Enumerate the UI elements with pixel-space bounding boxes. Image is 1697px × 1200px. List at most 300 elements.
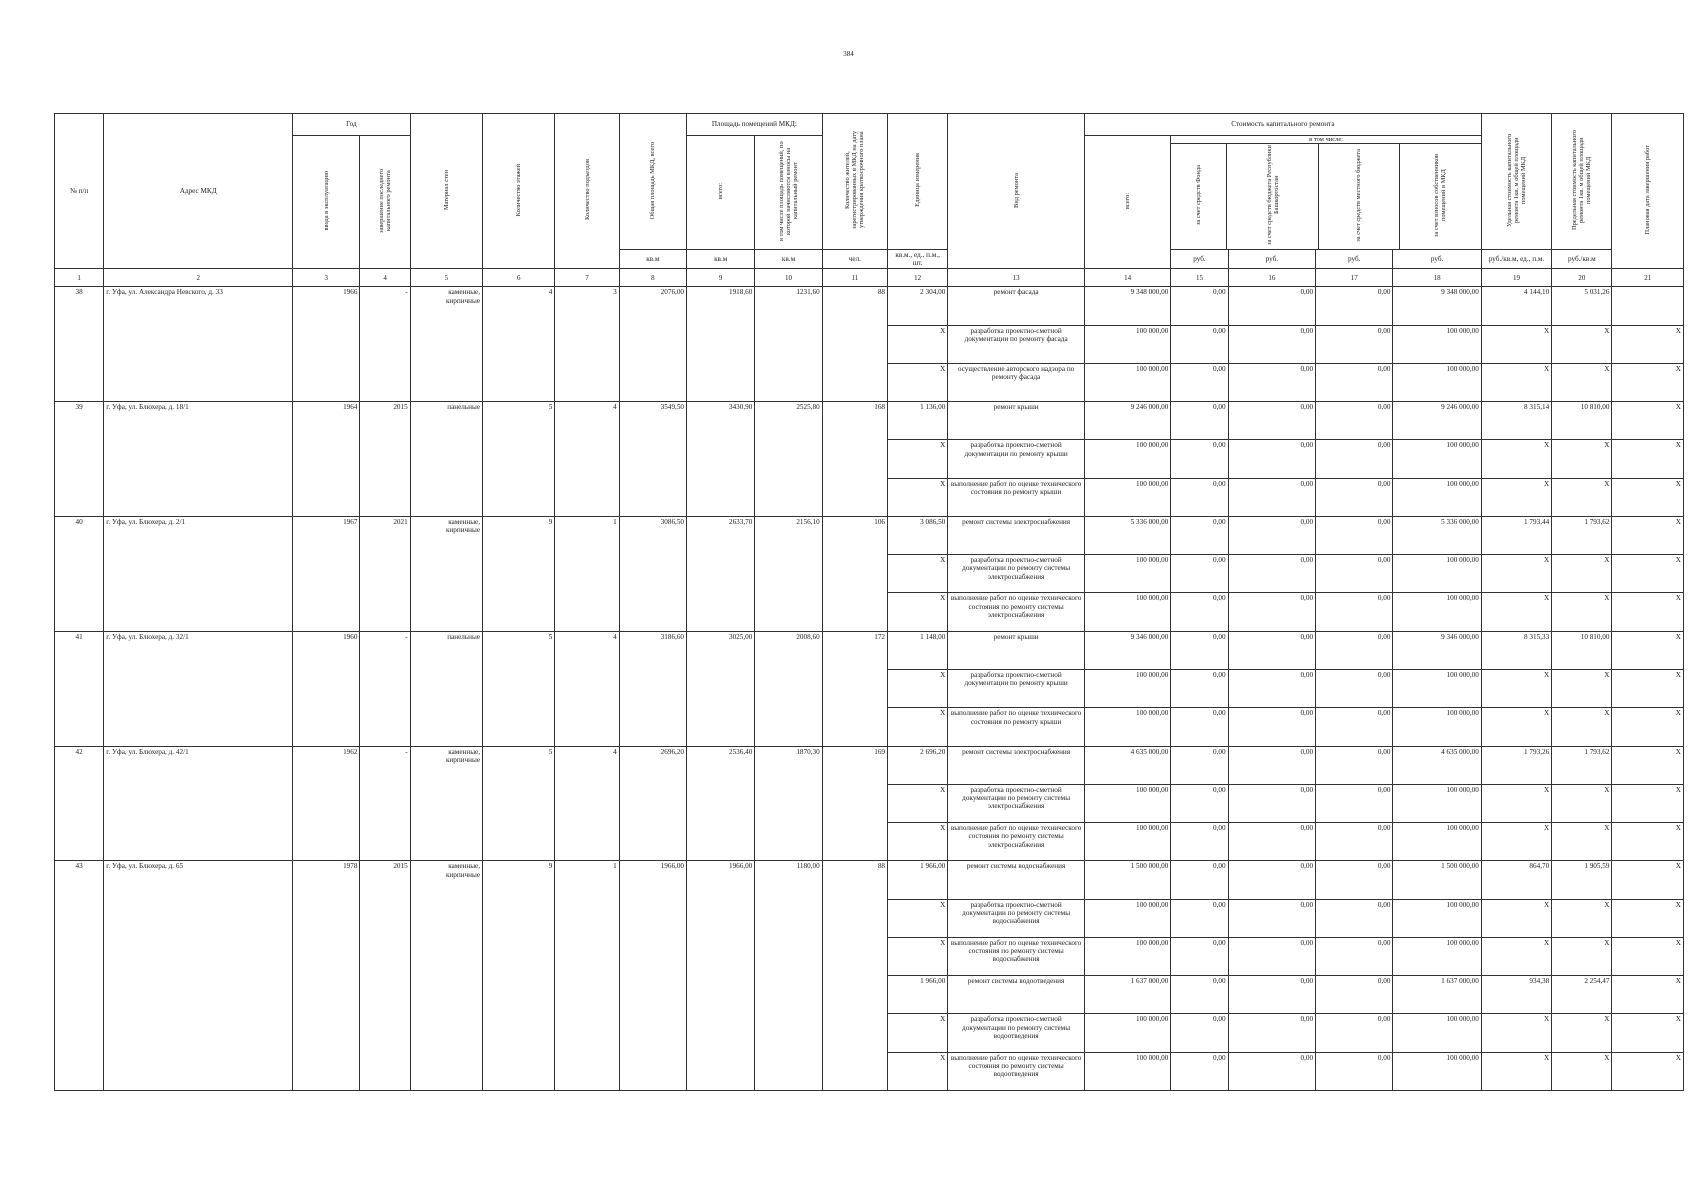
work-specific-cost: 864,70 bbox=[1481, 861, 1551, 899]
row-total-area: 3186,60 bbox=[619, 631, 686, 746]
work-cost-local: 0,00 bbox=[1316, 784, 1393, 822]
work-cost-republic: 0,00 bbox=[1228, 899, 1315, 937]
work-cost-republic: 0,00 bbox=[1228, 440, 1315, 478]
row-total-area: 1966,00 bbox=[619, 861, 686, 1091]
work-end-date: X bbox=[1612, 1052, 1684, 1090]
col-num-19: 19 bbox=[1481, 269, 1551, 287]
work-cost-local: 0,00 bbox=[1316, 669, 1393, 707]
work-cost-local: 0,00 bbox=[1316, 746, 1393, 784]
row-address: г. Уфа, ул. Александра Невского, д. 33 bbox=[104, 287, 293, 402]
col-num-18: 18 bbox=[1393, 269, 1481, 287]
row-residents: 106 bbox=[822, 516, 887, 631]
work-cost-republic: 0,00 bbox=[1228, 784, 1315, 822]
work-max-cost: 1 793,62 bbox=[1552, 516, 1612, 554]
row-entrances: 4 bbox=[555, 746, 619, 861]
work-cost-republic: 0,00 bbox=[1228, 746, 1315, 784]
work-cost-republic: 0,00 bbox=[1228, 937, 1315, 975]
work-specific-cost: 8 315,14 bbox=[1481, 402, 1551, 440]
work-cost-republic: 0,00 bbox=[1228, 516, 1315, 554]
work-cost-owners: 100 000,00 bbox=[1393, 708, 1481, 746]
row-address: г. Уфа, ул. Блюхера, д. 18/1 bbox=[104, 402, 293, 517]
work-cost-owners: 100 000,00 bbox=[1393, 325, 1481, 363]
work-max-cost: 1 793,62 bbox=[1552, 746, 1612, 784]
work-specific-cost: X bbox=[1481, 325, 1551, 363]
unit-cost-local: руб. bbox=[1316, 249, 1393, 269]
work-cost-local: 0,00 bbox=[1316, 1052, 1393, 1090]
work-specific-cost: X bbox=[1481, 363, 1551, 401]
work-max-cost: X bbox=[1552, 899, 1612, 937]
header-entrances: Количество подъездов bbox=[555, 114, 619, 269]
work-cost-total: 100 000,00 bbox=[1084, 478, 1170, 516]
col-num-20: 20 bbox=[1552, 269, 1612, 287]
work-cost-total: 9 346 000,00 bbox=[1084, 631, 1170, 669]
unit-specific-cost: руб./кв.м, ед., п.м. bbox=[1481, 249, 1551, 269]
col-num-5: 5 bbox=[410, 269, 482, 287]
header-unit-measure: Единица измерения bbox=[888, 114, 948, 250]
work-cost-owners: 100 000,00 bbox=[1393, 823, 1481, 861]
work-cost-local: 0,00 bbox=[1316, 516, 1393, 554]
work-specific-cost: X bbox=[1481, 593, 1551, 631]
work-cost-owners: 100 000,00 bbox=[1393, 363, 1481, 401]
row-year-commission: 1964 bbox=[293, 402, 360, 517]
work-quantity: X bbox=[888, 823, 948, 861]
work-type: выполнение работ по оценке технического состояния по ремонту крыши bbox=[948, 478, 1085, 516]
unit-total-area: кв.м bbox=[619, 249, 686, 269]
work-max-cost: X bbox=[1552, 440, 1612, 478]
work-cost-fund: 0,00 bbox=[1171, 402, 1228, 440]
work-cost-fund: 0,00 bbox=[1171, 287, 1228, 325]
work-cost-republic: 0,00 bbox=[1228, 823, 1315, 861]
row-wall-material: панельные bbox=[410, 631, 482, 746]
header-incl: в том числе: bbox=[1171, 136, 1481, 144]
row-floors: 5 bbox=[483, 402, 555, 517]
row-residents: 168 bbox=[822, 402, 887, 517]
row-floors: 5 bbox=[483, 631, 555, 746]
work-cost-republic: 0,00 bbox=[1228, 325, 1315, 363]
work-cost-fund: 0,00 bbox=[1171, 784, 1228, 822]
work-quantity: X bbox=[888, 478, 948, 516]
work-cost-local: 0,00 bbox=[1316, 478, 1393, 516]
header-num: № п/п bbox=[55, 114, 104, 269]
row-residents: 172 bbox=[822, 631, 887, 746]
work-cost-total: 100 000,00 bbox=[1084, 937, 1170, 975]
work-cost-total: 100 000,00 bbox=[1084, 1014, 1170, 1052]
header-incl-subtable bbox=[1171, 144, 1481, 248]
work-type: разработка проектно-сметной документации по ремонту фасада bbox=[948, 325, 1085, 363]
work-cost-fund: 0,00 bbox=[1171, 440, 1228, 478]
work-end-date: X bbox=[1612, 861, 1684, 899]
work-type: выполнение работ по оценке технического состояния по ремонту системы электроснабжения bbox=[948, 593, 1085, 631]
header-premises-group: Площадь помещений МКД: bbox=[687, 114, 823, 136]
work-cost-local: 0,00 bbox=[1316, 287, 1393, 325]
work-type: выполнение работ по оценке технического состояния по ремонту системы водоотведения bbox=[948, 1052, 1085, 1090]
col-num-15: 15 bbox=[1171, 269, 1228, 287]
header-year-commission: ввода в эксплуатацию bbox=[293, 136, 360, 269]
work-max-cost: X bbox=[1552, 669, 1612, 707]
work-end-date: X bbox=[1612, 784, 1684, 822]
work-cost-fund: 0,00 bbox=[1171, 555, 1228, 593]
work-type: ремонт системы водоснабжения bbox=[948, 861, 1085, 899]
work-cost-total: 100 000,00 bbox=[1084, 669, 1170, 707]
work-end-date: X bbox=[1612, 516, 1684, 554]
header-cost-republic: за счет средств бюджета Республики Башкортостан bbox=[1227, 144, 1319, 248]
row-floors: 5 bbox=[483, 746, 555, 861]
unit-cost-owners: руб. bbox=[1393, 249, 1481, 269]
row-wall-material: каменные, кирпичные bbox=[410, 516, 482, 631]
row-residents: 88 bbox=[822, 861, 887, 1091]
work-type: разработка проектно-сметной документации по ремонту системы электроснабжения bbox=[948, 784, 1085, 822]
header-year-group: Год bbox=[293, 114, 411, 136]
work-specific-cost: X bbox=[1481, 708, 1551, 746]
work-cost-owners: 100 000,00 bbox=[1393, 1052, 1481, 1090]
work-end-date: X bbox=[1612, 325, 1684, 363]
work-max-cost: X bbox=[1552, 708, 1612, 746]
col-num-17: 17 bbox=[1316, 269, 1393, 287]
col-num-7: 7 bbox=[555, 269, 619, 287]
work-specific-cost: X bbox=[1481, 937, 1551, 975]
row-entrances: 4 bbox=[555, 631, 619, 746]
row-number: 40 bbox=[55, 516, 104, 631]
row-floors: 4 bbox=[483, 287, 555, 402]
work-cost-fund: 0,00 bbox=[1171, 976, 1228, 1014]
work-cost-owners: 9 346 000,00 bbox=[1393, 631, 1481, 669]
header-cost-owners: за счет взносов собственников помещений в МКД bbox=[1433, 153, 1448, 237]
unit-premises-incl: кв.м bbox=[755, 249, 822, 269]
header-cost-total: всего: bbox=[1084, 136, 1170, 269]
col-num-4: 4 bbox=[360, 269, 410, 287]
work-cost-total: 100 000,00 bbox=[1084, 325, 1170, 363]
work-quantity: 1 966,00 bbox=[888, 861, 948, 899]
unit-residents: чел. bbox=[822, 249, 887, 269]
work-max-cost: 1 905,59 bbox=[1552, 861, 1612, 899]
row-year-commission: 1966 bbox=[293, 287, 360, 402]
col-num-21: 21 bbox=[1612, 269, 1684, 287]
work-specific-cost: X bbox=[1481, 899, 1551, 937]
work-max-cost: X bbox=[1552, 823, 1612, 861]
work-type: разработка проектно-сметной документации по ремонту системы водоотведения bbox=[948, 1014, 1085, 1052]
work-cost-local: 0,00 bbox=[1316, 325, 1393, 363]
col-num-8: 8 bbox=[619, 269, 686, 287]
row-year-last-repair: 2021 bbox=[360, 516, 410, 631]
work-specific-cost: 8 315,33 bbox=[1481, 631, 1551, 669]
page-number: 384 bbox=[843, 50, 854, 58]
col-num-10: 10 bbox=[755, 269, 822, 287]
work-cost-local: 0,00 bbox=[1316, 899, 1393, 937]
row-number: 39 bbox=[55, 402, 104, 517]
work-quantity: 1 148,00 bbox=[888, 631, 948, 669]
work-end-date: X bbox=[1612, 363, 1684, 401]
work-quantity: X bbox=[888, 363, 948, 401]
row-year-commission: 1967 bbox=[293, 516, 360, 631]
col-num-2: 2 bbox=[104, 269, 293, 287]
work-quantity: X bbox=[888, 784, 948, 822]
col-num-3: 3 bbox=[293, 269, 360, 287]
row-total-area: 3549,50 bbox=[619, 402, 686, 517]
work-quantity: X bbox=[888, 708, 948, 746]
work-cost-owners: 100 000,00 bbox=[1393, 784, 1481, 822]
work-quantity: X bbox=[888, 1014, 948, 1052]
work-end-date: X bbox=[1612, 669, 1684, 707]
row-year-last-repair: 2015 bbox=[360, 402, 410, 517]
work-max-cost: X bbox=[1552, 593, 1612, 631]
work-cost-republic: 0,00 bbox=[1228, 669, 1315, 707]
row-premises-incl: 2008,60 bbox=[755, 631, 822, 746]
work-end-date: X bbox=[1612, 555, 1684, 593]
table-body bbox=[55, 287, 1684, 1091]
work-cost-fund: 0,00 bbox=[1171, 861, 1228, 899]
table-row bbox=[55, 402, 1684, 440]
work-quantity: 2 696,20 bbox=[888, 746, 948, 784]
work-cost-local: 0,00 bbox=[1316, 593, 1393, 631]
work-cost-local: 0,00 bbox=[1316, 363, 1393, 401]
col-num-12: 12 bbox=[888, 269, 948, 287]
work-specific-cost: X bbox=[1481, 1052, 1551, 1090]
row-year-commission: 1978 bbox=[293, 861, 360, 1091]
work-type: выполнение работ по оценке технического состояния по ремонту системы электроснабжения bbox=[948, 823, 1085, 861]
work-type: разработка проектно-сметной документации по ремонту системы водоснабжения bbox=[948, 899, 1085, 937]
header-cost-group: Стоимость капитального ремонта bbox=[1084, 114, 1481, 136]
work-cost-fund: 0,00 bbox=[1171, 363, 1228, 401]
work-cost-fund: 0,00 bbox=[1171, 708, 1228, 746]
col-num-14: 14 bbox=[1084, 269, 1170, 287]
work-specific-cost: X bbox=[1481, 823, 1551, 861]
row-wall-material: каменные, кирпичные bbox=[410, 861, 482, 1091]
work-cost-owners: 4 635 000,00 bbox=[1393, 746, 1481, 784]
work-quantity: 1 966,00 bbox=[888, 976, 948, 1014]
row-wall-material: панельные bbox=[410, 402, 482, 517]
row-premises-incl: 2156,10 bbox=[755, 516, 822, 631]
work-cost-owners: 1 500 000,00 bbox=[1393, 861, 1481, 899]
work-quantity: X bbox=[888, 555, 948, 593]
row-premises-total: 1918,60 bbox=[687, 287, 755, 402]
work-cost-fund: 0,00 bbox=[1171, 593, 1228, 631]
header-end-date: Плановая дата завершения работ bbox=[1612, 114, 1684, 269]
work-cost-owners: 100 000,00 bbox=[1393, 478, 1481, 516]
row-premises-total: 3430,90 bbox=[687, 402, 755, 517]
row-year-last-repair: - bbox=[360, 287, 410, 402]
row-premises-total: 2536,40 bbox=[687, 746, 755, 861]
row-floors: 9 bbox=[483, 516, 555, 631]
work-cost-total: 100 000,00 bbox=[1084, 784, 1170, 822]
work-max-cost: X bbox=[1552, 555, 1612, 593]
col-num-6: 6 bbox=[483, 269, 555, 287]
work-cost-total: 5 336 000,00 bbox=[1084, 516, 1170, 554]
work-cost-republic: 0,00 bbox=[1228, 861, 1315, 899]
work-end-date: X bbox=[1612, 708, 1684, 746]
col-num-9: 9 bbox=[687, 269, 755, 287]
work-type: осуществление авторского надзора по ремонту фасада bbox=[948, 363, 1085, 401]
header-incl-group bbox=[1171, 136, 1482, 250]
work-end-date: X bbox=[1612, 440, 1684, 478]
table-row bbox=[55, 746, 1684, 784]
work-cost-republic: 0,00 bbox=[1228, 478, 1315, 516]
work-cost-republic: 0,00 bbox=[1228, 631, 1315, 669]
work-cost-republic: 0,00 bbox=[1228, 593, 1315, 631]
row-floors: 9 bbox=[483, 861, 555, 1091]
work-type: ремонт фасада bbox=[948, 287, 1085, 325]
work-end-date bbox=[1612, 287, 1684, 325]
work-cost-owners: 1 637 000,00 bbox=[1393, 976, 1481, 1014]
row-address: г. Уфа, ул. Блюхера, д. 65 bbox=[104, 861, 293, 1091]
header-specific-cost: Удельная стоимость капитального ремонта 1кв. м общей площади помещений МКД bbox=[1481, 114, 1551, 250]
work-max-cost: X bbox=[1552, 1052, 1612, 1090]
header-premises-total: всего: bbox=[687, 136, 755, 250]
work-max-cost: 5 031,26 bbox=[1552, 287, 1612, 325]
header-floors: Количество этажей bbox=[483, 114, 555, 269]
work-type: разработка проектно-сметной документации по ремонту системы электроснабжения bbox=[948, 555, 1085, 593]
repair-plan-table bbox=[54, 113, 1684, 1091]
row-address: г. Уфа, ул. Блюхера, д. 42/1 bbox=[104, 746, 293, 861]
table-row bbox=[55, 516, 1684, 554]
unit-unit-measure: кв.м., ед., п.м., шт. bbox=[888, 249, 948, 269]
work-cost-owners: 100 000,00 bbox=[1393, 937, 1481, 975]
row-residents: 88 bbox=[822, 287, 887, 402]
work-specific-cost: X bbox=[1481, 478, 1551, 516]
work-cost-fund: 0,00 bbox=[1171, 746, 1228, 784]
work-type: ремонт системы водоотведения bbox=[948, 976, 1085, 1014]
unit-premises-total: кв.м bbox=[687, 249, 755, 269]
row-number: 38 bbox=[55, 287, 104, 402]
work-max-cost: 10 810,00 bbox=[1552, 402, 1612, 440]
work-cost-fund: 0,00 bbox=[1171, 478, 1228, 516]
work-cost-total: 100 000,00 bbox=[1084, 1052, 1170, 1090]
work-specific-cost: X bbox=[1481, 784, 1551, 822]
work-type: ремонт системы электроснабжения bbox=[948, 516, 1085, 554]
work-cost-local: 0,00 bbox=[1316, 555, 1393, 593]
work-cost-owners: 100 000,00 bbox=[1393, 593, 1481, 631]
work-end-date: X bbox=[1612, 976, 1684, 1014]
work-cost-total: 100 000,00 bbox=[1084, 555, 1170, 593]
col-num-16: 16 bbox=[1228, 269, 1315, 287]
work-max-cost: X bbox=[1552, 363, 1612, 401]
work-cost-total: 100 000,00 bbox=[1084, 899, 1170, 937]
row-total-area: 2076,00 bbox=[619, 287, 686, 402]
row-entrances: 1 bbox=[555, 516, 619, 631]
work-cost-republic: 0,00 bbox=[1228, 1052, 1315, 1090]
work-cost-republic: 0,00 bbox=[1228, 708, 1315, 746]
work-cost-republic: 0,00 bbox=[1228, 363, 1315, 401]
work-quantity: 1 136,00 bbox=[888, 402, 948, 440]
unit-cost-republic: руб. bbox=[1228, 249, 1315, 269]
work-max-cost: 10 810,00 bbox=[1552, 631, 1612, 669]
work-cost-owners: 5 336 000,00 bbox=[1393, 516, 1481, 554]
work-quantity: X bbox=[888, 593, 948, 631]
work-cost-republic: 0,00 bbox=[1228, 287, 1315, 325]
work-cost-fund: 0,00 bbox=[1171, 516, 1228, 554]
table-row bbox=[55, 861, 1684, 899]
column-number-row bbox=[55, 269, 1684, 287]
work-specific-cost: 1 793,44 bbox=[1481, 516, 1551, 554]
work-end-date: X bbox=[1612, 593, 1684, 631]
header-cost-local: за счет средств местного бюджета bbox=[1319, 144, 1400, 248]
row-residents: 169 bbox=[822, 746, 887, 861]
work-end-date: X bbox=[1612, 899, 1684, 937]
work-cost-owners: 100 000,00 bbox=[1393, 899, 1481, 937]
row-number: 42 bbox=[55, 746, 104, 861]
work-type: выполнение работ по оценке технического состояния по ремонту системы водоснабжения bbox=[948, 937, 1085, 975]
work-cost-local: 0,00 bbox=[1316, 861, 1393, 899]
work-cost-republic: 0,00 bbox=[1228, 1014, 1315, 1052]
work-cost-republic: 0,00 bbox=[1228, 976, 1315, 1014]
row-year-last-repair: - bbox=[360, 746, 410, 861]
work-cost-republic: 0,00 bbox=[1228, 555, 1315, 593]
work-specific-cost: 1 793,26 bbox=[1481, 746, 1551, 784]
work-cost-local: 0,00 bbox=[1316, 1014, 1393, 1052]
header-total-area: Общая площадь МКД, всего bbox=[619, 114, 686, 250]
work-end-date: X bbox=[1612, 937, 1684, 975]
work-cost-local: 0,00 bbox=[1316, 937, 1393, 975]
work-cost-total: 1 637 000,00 bbox=[1084, 976, 1170, 1014]
work-cost-total: 9 246 000,00 bbox=[1084, 402, 1170, 440]
work-end-date: X bbox=[1612, 823, 1684, 861]
row-entrances: 1 bbox=[555, 861, 619, 1091]
work-cost-total: 100 000,00 bbox=[1084, 708, 1170, 746]
header-year-last-repair: завершение последнего капитального ремонта bbox=[360, 136, 410, 269]
work-cost-local: 0,00 bbox=[1316, 708, 1393, 746]
work-cost-local: 0,00 bbox=[1316, 631, 1393, 669]
unit-cost-fund: руб. bbox=[1171, 249, 1228, 269]
work-cost-owners: 100 000,00 bbox=[1393, 555, 1481, 593]
row-number: 41 bbox=[55, 631, 104, 746]
header-premises-incl: в том числе площадь помещений, по которой начисляются взносы на капитальный ремонт bbox=[755, 136, 822, 250]
row-premises-incl: 1180,00 bbox=[755, 861, 822, 1091]
row-year-commission: 1960 bbox=[293, 631, 360, 746]
work-specific-cost: 934,38 bbox=[1481, 976, 1551, 1014]
work-cost-local: 0,00 bbox=[1316, 440, 1393, 478]
work-type: ремонт крыши bbox=[948, 631, 1085, 669]
table-row bbox=[55, 287, 1684, 325]
header-wall-material: Материал стен bbox=[410, 114, 482, 269]
work-specific-cost: X bbox=[1481, 555, 1551, 593]
work-cost-total: 1 500 000,00 bbox=[1084, 861, 1170, 899]
work-specific-cost: X bbox=[1481, 440, 1551, 478]
work-cost-fund: 0,00 bbox=[1171, 823, 1228, 861]
work-quantity: 3 086,50 bbox=[888, 516, 948, 554]
table-row bbox=[55, 631, 1684, 669]
work-type: ремонт крыши bbox=[948, 402, 1085, 440]
work-max-cost: 2 254,47 bbox=[1552, 976, 1612, 1014]
row-entrances: 3 bbox=[555, 287, 619, 402]
work-quantity: X bbox=[888, 899, 948, 937]
work-end-date: X bbox=[1612, 746, 1684, 784]
work-type: разработка проектно-сметной документации по ремонту крыши bbox=[948, 440, 1085, 478]
header-residents: Количество жителей, зарегистрированных в МКД на дату утверждения краткосрочного плана bbox=[822, 114, 887, 250]
row-year-last-repair: - bbox=[360, 631, 410, 746]
work-cost-fund: 0,00 bbox=[1171, 899, 1228, 937]
work-quantity: X bbox=[888, 1052, 948, 1090]
work-cost-owners: 100 000,00 bbox=[1393, 669, 1481, 707]
work-cost-fund: 0,00 bbox=[1171, 1014, 1228, 1052]
row-wall-material: каменные, кирпичные bbox=[410, 746, 482, 861]
row-premises-total: 2633,70 bbox=[687, 516, 755, 631]
work-cost-local: 0,00 bbox=[1316, 976, 1393, 1014]
work-cost-fund: 0,00 bbox=[1171, 325, 1228, 363]
work-quantity: X bbox=[888, 669, 948, 707]
row-address: г. Уфа, ул. Блюхера, д. 2/1 bbox=[104, 516, 293, 631]
work-cost-total: 100 000,00 bbox=[1084, 363, 1170, 401]
row-total-area: 3086,50 bbox=[619, 516, 686, 631]
work-cost-republic: 0,00 bbox=[1228, 402, 1315, 440]
work-cost-local: 0,00 bbox=[1316, 402, 1393, 440]
col-num-1: 1 bbox=[55, 269, 104, 287]
row-premises-incl: 1231,60 bbox=[755, 287, 822, 402]
row-year-last-repair: 2015 bbox=[360, 861, 410, 1091]
col-num-11: 11 bbox=[822, 269, 887, 287]
work-max-cost: X bbox=[1552, 937, 1612, 975]
row-premises-total: 1966,00 bbox=[687, 861, 755, 1091]
header-max-cost: Предельная стоимость капитального ремонта 1кв. м общей площади помещений МКД bbox=[1552, 114, 1612, 250]
work-cost-fund: 0,00 bbox=[1171, 631, 1228, 669]
